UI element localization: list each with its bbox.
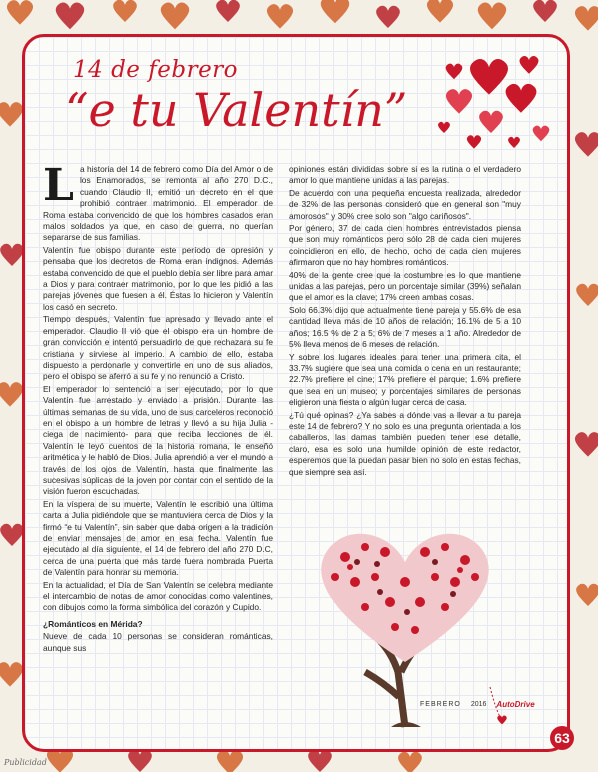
article-page [22,34,570,752]
footer-year: 2016 [470,701,487,708]
article-paragraph: De acuerdo con una pequeña encuesta realizada, alrededor de 32% de las personas consideró que en general son "muy amorosos" y 30% cree solo son "algo cariñosos". [289,187,521,221]
magazine-logo: AutoDrive [496,700,535,709]
article-paragraph: Nueve de cada 10 personas se consideran románticas, aunque sus [43,631,273,653]
article-paragraph: Por género, 37 de cada cien hombres entrevistados piensa que son muy románticos pero sólo 28 de cada cien mujeres coincidieron en ello, de hecho, ocho de cada cien mujeres afirmaron que no hay hombres románticos. [289,223,521,268]
article-paragraph: Tiempo después, Valentín fue apresado y llevado ante el emperador. Claudio II vió que el obispo era un hombre de gran convicción e intentó persuadirlo de que rechazara su fe cristiana y sirviese al imperio. A cambio de ello, estaba dispuesto a perdonarle y convertirle en uno de sus aliados, pero el obispo se aferró a su fe y no renunció a Cristo. [43,314,273,382]
article-paragraph: Valentín fue obispo durante este período de opresión y pensaba que los decretos de Roma eran indignos. Además estaba convencido de que el pueblo debía ser libre para amar a Dios y para contraer matrimonio, por lo que les pidió a las parejas jóvenes que fuesen a él. Éstas lo hicieron y Valentín los casó en secreto. [43,244,274,312]
article-paragraph: ¿Tú qué opinas? ¿Ya sabes a dónde vas a llevar a tu pareja este 14 de febrero? Y no solo es una pregunta orientada a los caballeros, las damas también pueden tener ese detalle, claro, esa es solo una humilde opinión de este redactor, esperemos que la puedan pasar bien no solo en estas fechas, que siempre sea así. [289,409,521,477]
article-title: “e tu Valentín” [65,83,408,137]
page-footer [420,700,535,709]
section-subheading: ¿Románticos en Mérida? [43,618,143,629]
heart-tree-illustration [295,522,515,742]
signature-mark: Publicidad [4,758,47,767]
article-paragraph: opiniones están divididas sobre si es la rutina o el verdadero amor lo que mantiene unidas a las parejas. [289,164,521,186]
article-paragraph: En la víspera de su muerte, Valentín le escribió una última carta a Julia pidiéndole que se mantuviera cerca de Dios y la firmó “e tu Valentín”, sin saber que daba origen a la tradición de enviar mensajes de amor en esa fecha. Valentín fue ejecutado al día siguiente, el 14 de febrero del año 270 D.C, cerca de una puerta que más tarde fuera nombrada Puerta de Valentín para honrar su memoria. [43,498,273,578]
heart-cluster-illustration [429,45,559,155]
drop-cap: L [43,160,74,211]
article-paragraph: 40% de la gente cree que la costumbre es lo que mantiene unidas a las parejas, pero un porcentaje similar (39%) señalan que el amor es la clave; 17% creen ambas cosas. [289,269,521,303]
article-paragraph: Y sobre los lugares ideales para tener una primera cita, el 33.7% sugiere que sea una comida o cena en un restaurante; 22.7% prefiere el cine; 17% prefiere el parque; 1.6% prefiere que sea en un museo; y porcentajes similares de personas eligieron una fiesta o algún lugar cerca de casa. [289,351,521,408]
article-paragraph: El emperador lo sentenció a ser ejecutado, por lo que Valentín fue arrestado y enviado a prisión. Durante las últimas semanas de su vida, uno de sus carceleros reconoció en el obispo a un hombre de letras y llevó a su hija Julia -ciega de nacimiento- para que reciba lecciones de él. Valentín le leyó cuentos de la historia romana, le enseñó aritmética y le habló de Dios. Julia aprendió a ver el mundo a través de los ojos de Valentín, hasta que finalmente las sucesivas súplicas de la joven por contar con el sentido de la visión fueron escuchadas. [43,383,273,497]
article-paragraph: En la actualidad, el Día de San Valentín se celebra mediante el intercambio de notas de amor conocidas como valentines, con dibujos como la forma simbólica del corazón y Cupido. [43,579,273,613]
article-paragraph: La historia del 14 de febrero como Día del Amor o de los Enamorados, se remonta al año 270 D.C., cuando Claudio II, emitió un decreto en el que prohibió contraer matrimonio. El emperador de Roma estaba convencido de que los hombres casados eran malos soldados ya que, en caso de guerra, no querían separarse de sus familias. [43,160,273,243]
article-column-right [289,164,521,479]
article-column-left [43,160,274,655]
article-kicker: 14 de febrero [73,57,239,83]
footer-month: FEBRERO [420,701,461,708]
article-paragraph: Solo 66.3% dijo que actualmente tiene pareja y 55.6% de esa cantidad lleva más de 10 años de relación; 16.1% de 5 a 10 años; 16.5 % de 2 a 5; 6% de 7 meses a 1 año. Alrededor de 5% lleva menos de 6 meses de relación. [289,304,521,350]
page-number: 63 [550,726,574,750]
